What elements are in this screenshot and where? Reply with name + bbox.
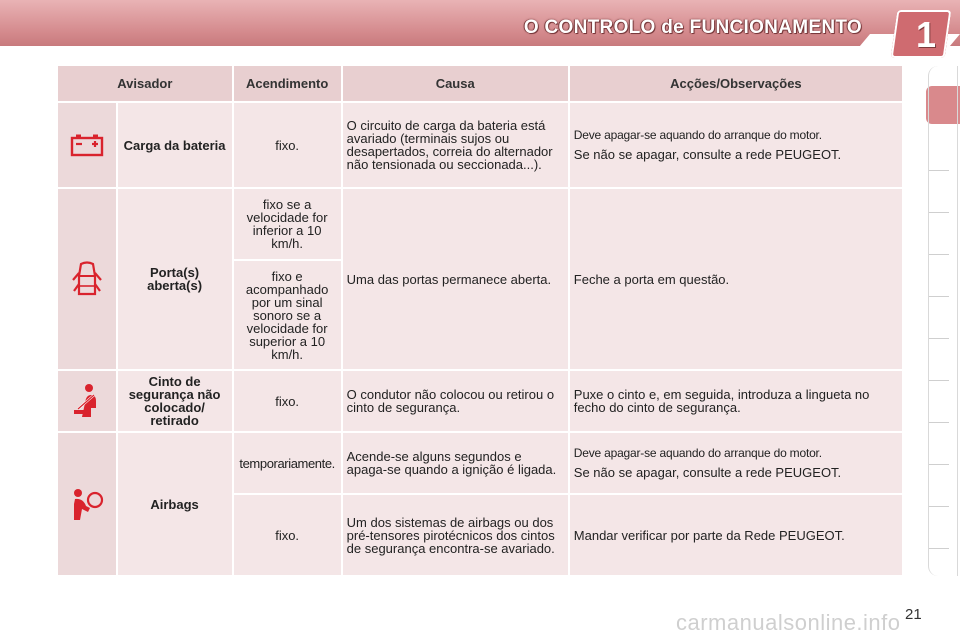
column-header-avisador: Avisador [58,66,232,101]
seatbelt-icon [72,383,102,419]
causa-text: Acende-se alguns segundos e apaga-se quando a ignição é ligada. [343,433,568,493]
acendimento-text: fixo. [234,495,341,575]
page-title: O CONTROLO de FUNCIONAMENTO [523,17,862,38]
column-header-accoes: Acções/Observações [570,66,902,101]
side-tab[interactable] [929,170,949,171]
observacao-text: Se não se apagar, consulte a rede PEUGEOT. [573,147,842,162]
airbag-icon [70,486,104,522]
acendimento-text: fixo se a velocidade for inferior a 10 km/h. [234,189,341,259]
column-header-acendimento: Acendimento [234,66,341,101]
observacao-text: Se não se apagar, consulte a rede PEUGEOT. [573,465,842,480]
table-row [58,371,902,431]
acendimento-text: temporariamente. [234,433,341,493]
observacoes-cell [570,103,902,187]
side-tab[interactable] [929,464,949,465]
causa-text: O circuito de carga da bateria está avariado (terminais sujos ou desapertados, correia do alternador não tensionada ou seccionada...). [343,103,568,187]
observacoes-cell [570,433,902,493]
watermark: carmanualsonline.info [676,610,901,635]
side-tab[interactable] [929,254,949,255]
observacao-text: Deve apagar-se aquando do arranque do motor. [573,128,822,142]
side-tab[interactable] [929,548,949,549]
causa-text: Uma das portas permanece aberta. [343,189,568,369]
acendimento-text: fixo. [234,103,341,187]
warning-lights-table [56,64,904,577]
side-tab[interactable] [929,422,949,423]
observacao-text: Deve apagar-se aquando do arranque do motor. [573,446,822,460]
acendimento-text: fixo e acompanhado por um sinal sonoro se a velocidade for superior a 10 km/h. [234,261,341,369]
warning-name: Cinto de segurança não colocado/ retirado [118,371,232,431]
icon-cell [58,433,116,575]
chapter-number: 1 [915,14,937,55]
table-row [58,103,902,187]
page-number: 21 [905,606,922,623]
column-header-causa: Causa [343,66,568,101]
acendimento-text: fixo. [234,371,341,431]
causa-text: O condutor não colocou ou retirou o cinto de segurança. [343,371,568,431]
observacao-text: Puxe o cinto e, em seguida, introduza a lingueta no fecho do cinto de segurança. [570,371,902,431]
icon-cell [58,189,116,369]
causa-text: Um dos sistemas de airbags ou dos pré-tensores pirotécnicos dos cintos de segurança encontra-se avariado. [343,495,568,575]
icon-cell [58,103,116,187]
side-tab[interactable] [929,506,949,507]
side-tab[interactable] [929,296,949,297]
warning-name: Airbags [118,433,232,575]
side-tabs [928,66,958,576]
observacao-text: Mandar verificar por parte da Rede PEUGEOT. [570,495,902,575]
door-open-icon [72,260,102,298]
table-row [58,189,902,259]
warning-name: Porta(s) aberta(s) [118,189,232,369]
side-tab[interactable] [929,338,949,339]
observacao-text: Feche a porta em questão. [570,189,902,369]
warning-name: Carga da bateria [118,103,232,187]
side-tab[interactable] [929,212,949,213]
side-tab[interactable] [929,380,949,381]
table-row [58,433,902,493]
icon-cell [58,371,116,431]
battery-warning-icon [70,133,104,157]
table-header-row [58,66,902,101]
